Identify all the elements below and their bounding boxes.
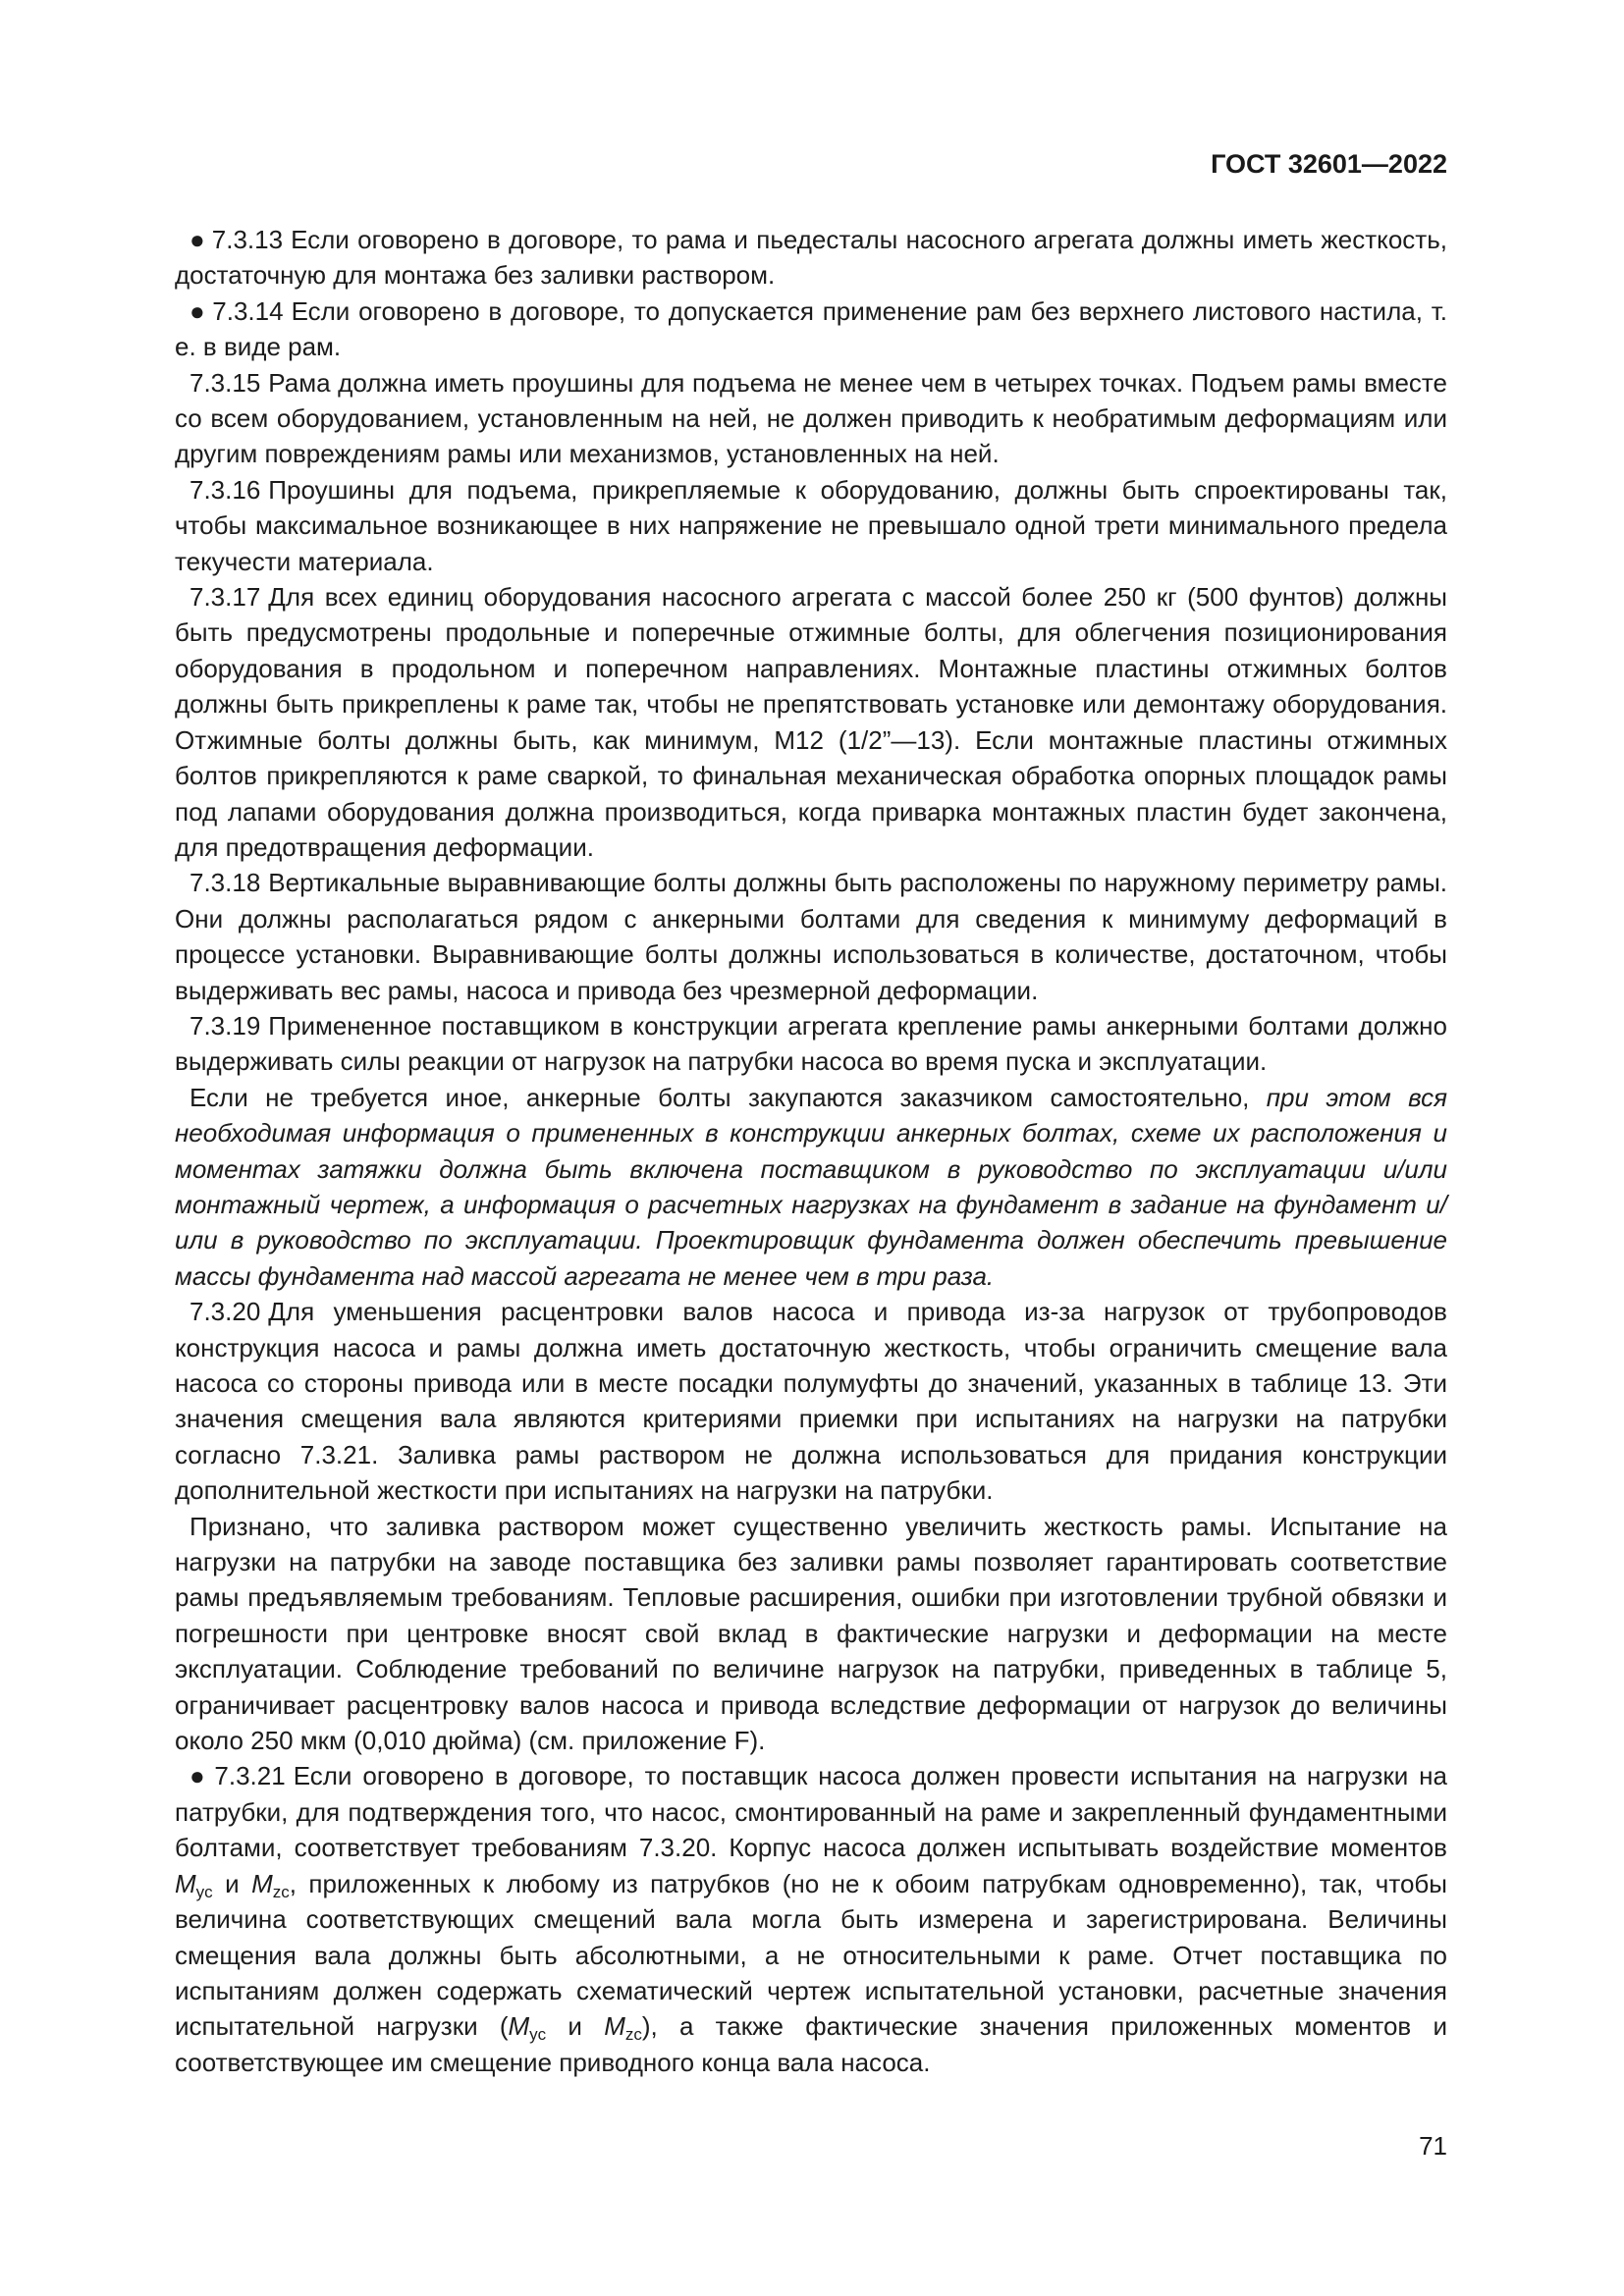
anchor-bolt-paragraph [175, 1080, 1447, 1294]
clause-text: Проушины для подъема, прикрепляемые к оборудованию, должны быть спроектированы так, чтобы максимальное возникающее в них напряжение не превышало одной трети минимального предела текучести материала. [175, 474, 1447, 576]
conjunction: и [568, 2011, 582, 2042]
clause-number: 7.3.17 [189, 582, 261, 613]
clause-text: , приложенных к любому из патрубков (но не к обоим патрубкам одновременно), так, чтобы величина соответствующих смещений вала могла быть измерена и зарегистрирована. Величины смещения вала должны быть абсолютными, а не относительными к раме. Отчет поставщика по испытаниям должен содержать схематический чертеж испытательной установки, расчетные значения испытательной нагрузки ( [175, 1868, 1447, 2042]
clause-7-3-19 [175, 1008, 1447, 1080]
document-header: ГОСТ 32601—2022 [1211, 149, 1447, 179]
moment-symbol: M [251, 1868, 273, 1898]
bullet-icon: ● [189, 225, 206, 254]
paragraph-text: Если не требуется иное, анкерные болты закупаются заказчиком самостоятельно, [189, 1082, 1250, 1112]
clause-7-3-18 [175, 865, 1447, 1008]
clause-text: Если оговорено в договоре, то допускается применение рам без верхнего листового настила, т. е. в виде рам. [175, 295, 1447, 362]
clause-text: Примененное поставщиком в конструкции агрегата крепление рамы анкерными болтами должно выдерживать силы реакции от нагрузок на патрубки насоса во время пуска и эксплуатации. [175, 1010, 1447, 1077]
clause-number: 7.3.18 [189, 868, 261, 898]
moment-subscript: zc [272, 1882, 290, 1901]
clause-7-3-15 [175, 365, 1447, 472]
clause-text: Вертикальные выравнивающие болты должны быть расположены по наружному периметру рамы. Они должны располагаться рядом с анкерными болтами для сведения к минимуму деформаций в процессе установки. Выравнивающие болты должны использоваться в количестве, достаточном, чтобы выдерживать вес рамы, насоса и привода без чрезмерной деформации. [175, 868, 1447, 1005]
paragraph-text: Признано, что заливка раствором может существенно увеличить жесткость рамы. Испытание на нагрузки на патрубки на заводе поставщика без заливки рамы позволяет гарантировать соответствие рамы предъявляемым требованиям. Тепловые расширения, ошибки при изготовлении трубной обвязки и погрешности при центровке вносят свой вклад в фактические нагрузки и деформации на месте эксплуатации. Соблюдение требований по величине нагрузок на патрубки, приведенных в таблице 5, ограничивает расцентровку валов насоса и привода вследствие деформации от нагрузок до величины около 250 мкм (0,010 дюйма) (см. приложение F). [175, 1511, 1447, 1756]
conjunction: и [225, 1868, 240, 1898]
clause-7-3-20 [175, 1294, 1447, 1508]
clause-number: 7.3.19 [189, 1010, 261, 1041]
paragraph-italic-text: при этом вся необходимая информация о примененных в конструкции анкерных болтах, схеме их расположения и моментах затяжки должна быть включена поставщиком в руководство по эксплуатации и/или монтажный чертеж, а информация о расчетных нагрузках на фундамент в задание на фундамент и/или в руководство по эксплуатации. Проектировщик фундамента должен обеспечить превышение массы фундамента над массой агрегата не менее чем в три раза. [175, 1082, 1447, 1291]
clause-text: Если оговорено в договоре, то рама и пьедесталы насосного агрегата должны иметь жесткость, достаточную для монтажа без заливки раствором. [175, 225, 1447, 291]
bullet-icon: ● [189, 1761, 209, 1791]
clause-number: 7.3.21 [214, 1761, 286, 1791]
clause-number: 7.3.14 [212, 295, 284, 326]
clause-number: 7.3.16 [189, 474, 261, 505]
moment-symbol: M [175, 1868, 196, 1898]
clause-text: Для всех единиц оборудования насосного агрегата с массой более 250 кг (500 фунтов) должны быть предусмотрены продольные и поперечные отжимные болты, для облегчения позиционирования оборудования в продольном и поперечном направлениях. Монтажные пластины отжимных болтов должны быть прикреплены к раме так, чтобы не препятствовать установке или демонтажу оборудования. Отжимные болты должны быть, как минимум, M12 (1/2”—13). Если монтажные пластины отжимных болтов прикрепляются к раме сваркой, то финальная механическая обработка опорных площадок рамы под лапами оборудования должна производиться, когда приварка монтажных пластин будет закончена, для предотвращения деформации. [175, 582, 1447, 862]
clause-text: ), а также фактические значения приложенных моментов и соответствующее им смещение приводного конца вала насоса. [175, 2011, 1447, 2077]
moment-symbol: M [604, 2011, 625, 2042]
page-number: 71 [1419, 2131, 1447, 2161]
clause-7-3-14 [175, 294, 1447, 365]
moment-subscript: zc [624, 2025, 642, 2045]
clause-7-3-17 [175, 579, 1447, 865]
clause-number: 7.3.15 [189, 367, 261, 398]
moment-subscript: yc [529, 2025, 547, 2045]
moment-subscript: yc [195, 1882, 213, 1901]
document-body [175, 222, 1447, 2080]
clause-number: 7.3.20 [189, 1297, 261, 1327]
clause-text: Для уменьшения расцентровки валов насоса и привода из-за нагрузок от трубопроводов конструкция насоса и рамы должна иметь достаточную жесткость, чтобы ограничить смещение вала насоса со стороны привода или в месте посадки полумуфты до значений, указанных в таблице 13. Эти значения смещения вала являются критериями приемки при испытаниях на нагрузки на патрубки согласно 7.3.21. Заливка рамы раствором не должна использоваться для придания конструкции дополнительной жесткости при испытаниях на нагрузки на патрубки. [175, 1297, 1447, 1506]
clause-text: Рама должна иметь проушины для подъема не менее чем в четырех точках. Подъем рамы вместе со всем оборудованием, установленным на ней, не должен приводить к необратимым деформациям или другим повреждениям рамы или механизмов, установленных на ней. [175, 367, 1447, 469]
clause-number: 7.3.13 [211, 225, 284, 254]
clause-7-3-16 [175, 472, 1447, 579]
clause-7-3-21 [175, 1758, 1447, 2080]
moment-symbol: M [508, 2011, 530, 2042]
clause-text: Если оговорено в договоре, то поставщик насоса должен провести испытания на нагрузки на патрубки, для подтверждения того, что насос, смонтированный на раме и закрепленный фундаментными болтами, соответствует требованиям 7.3.20. Корпус насоса должен испытывать воздействие моментов [175, 1761, 1447, 1863]
grouting-paragraph [175, 1509, 1447, 1759]
bullet-icon: ● [189, 295, 207, 326]
clause-7-3-13 [175, 222, 1447, 294]
